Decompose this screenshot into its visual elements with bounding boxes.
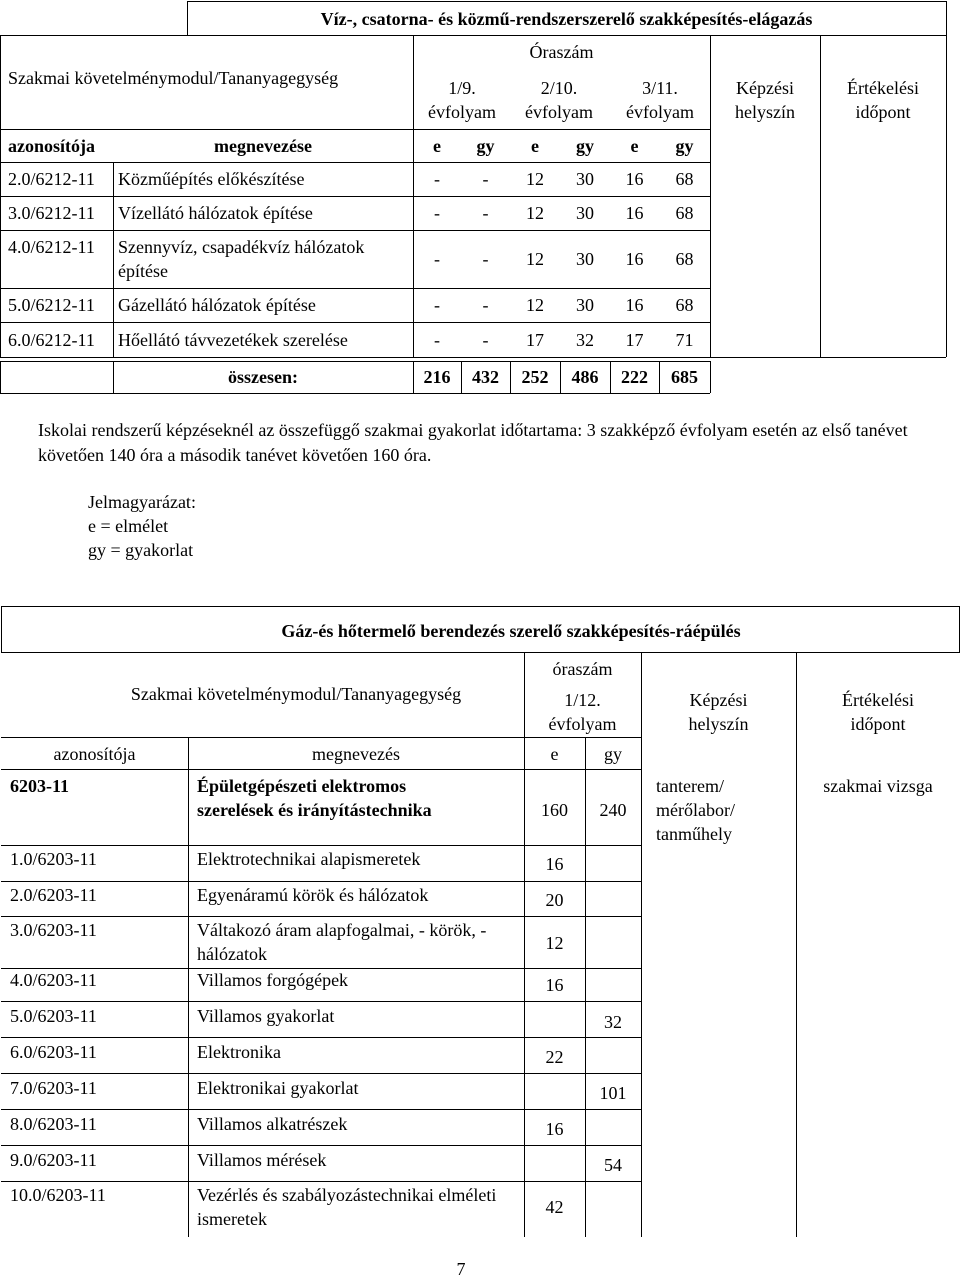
row-e: 12 [545, 933, 564, 953]
cell-value: - [482, 249, 489, 269]
row-e: 16 [545, 854, 564, 874]
row-name: Vezérlés és szabályozástechnikai elméleti ismeretek [197, 1185, 497, 1229]
cell-value: 17 [625, 330, 644, 350]
module-id: 6203-11 [10, 776, 70, 796]
cell-value: 30 [576, 295, 594, 315]
sub-gy-3: gy [675, 136, 694, 156]
sub-gy-1: gy [476, 136, 495, 156]
year-3-label: 3/11. [642, 78, 678, 98]
total-value: 486 [571, 367, 599, 387]
row-e: 20 [545, 890, 564, 910]
row-e: 42 [545, 1197, 564, 1217]
row-name: Vízellátó hálózatok építése [118, 203, 313, 223]
table-2-title: Gáz-és hőtermelő berendezés szerelő szakképesítés-ráépülés [281, 621, 741, 641]
module-place-line-3: tanműhely [656, 824, 732, 844]
module-eval: szakmai vizsga [823, 776, 933, 796]
row-e: 16 [545, 975, 564, 995]
cell-value: 68 [675, 249, 694, 269]
cell-value: - [434, 295, 440, 315]
row-name: Hőellátó távvezetékek szerelése [118, 330, 348, 350]
cell-value: 68 [675, 169, 694, 189]
row-name: Elektrotechnikai alapismeretek [197, 849, 421, 869]
row-name: Közműépítés előkészítése [118, 169, 305, 189]
row-id: 10.0/6203-11 [10, 1185, 106, 1205]
table-2-col-id: azonosítója [53, 744, 136, 764]
cell-value: 30 [576, 203, 594, 223]
row-id: 2.0/6203-11 [10, 885, 97, 905]
module-name-line-2: szerelések és irányítástechnika [197, 800, 432, 820]
legend-gy: gy = gyakorlat [88, 540, 194, 560]
cell-value: 30 [576, 169, 594, 189]
cell-value: 32 [576, 330, 594, 350]
cell-value: 16 [625, 203, 644, 223]
sub-e-1: e [433, 136, 441, 156]
table-2-evfolyam: évfolyam [548, 714, 617, 734]
table-1-oraszam: Óraszám [529, 42, 594, 62]
cell-value: 16 [625, 249, 644, 269]
cell-value: 12 [526, 249, 544, 269]
row-gy: 54 [604, 1155, 622, 1175]
row-id: 2.0/6212-11 [8, 169, 95, 189]
table-2-idopont: időpont [850, 714, 906, 734]
module-name-line-1: Épületgépészeti elektromos [197, 776, 407, 796]
table-2-col-name: megnevezés [312, 744, 400, 764]
legend-e: e = elmélet [88, 516, 169, 536]
module-place-line-2: mérőlabor/ [656, 800, 735, 820]
table-2-oraszam: óraszám [552, 659, 613, 679]
col-id-header: azonosítója [8, 136, 95, 156]
cell-value: 71 [675, 330, 694, 350]
row-gy: 32 [604, 1012, 622, 1032]
row-id: 6.0/6212-11 [8, 330, 95, 350]
total-value: 222 [621, 367, 648, 387]
row-id: 9.0/6203-11 [10, 1150, 97, 1170]
cell-value: - [434, 249, 440, 269]
table-2-module-header: Szakmai követelménymodul/Tananyagegység [130, 684, 462, 704]
module-e: 160 [541, 800, 568, 820]
gyakorlat-paragraph: Iskolai rendszerű képzéseknél az összefüggő szakmai gyakorlat időtartama: 3 szakképző évfolyam esetén az első tanévet követően 140 óra a második tanévet követően 160 óra. [38, 420, 908, 465]
row-name: Elektronika [197, 1042, 281, 1062]
row-name: Egyenáramú körök és hálózatok [197, 885, 429, 905]
cell-value: - [482, 330, 489, 350]
row-id: 4.0/6212-11 [8, 237, 95, 257]
year-3-evfolyam: évfolyam [626, 102, 694, 122]
cell-value: 12 [526, 169, 544, 189]
module-gy: 240 [599, 800, 627, 820]
table-2-kepzesi: Képzési [689, 690, 748, 710]
helyszin-label: helyszín [735, 102, 795, 122]
cell-value: - [482, 169, 489, 189]
table-2-ertekelesi: Értékelési [842, 690, 914, 710]
cell-value: 68 [675, 203, 694, 223]
cell-value: - [434, 203, 440, 223]
sub-e-2: e [531, 136, 539, 156]
cell-value: 12 [526, 295, 544, 315]
total-label: összesen: [228, 367, 298, 387]
year-2-label: 2/10. [540, 78, 578, 98]
row-name: Villamos gyakorlat [197, 1006, 335, 1026]
ertekelesi-label: Értékelési [847, 78, 919, 98]
row-name: Villamos mérések [197, 1150, 327, 1170]
row-name: Villamos alkatrészek [197, 1114, 348, 1134]
page-number: 7 [456, 1259, 466, 1279]
cell-value: 68 [675, 295, 694, 315]
row-id: 3.0/6203-11 [10, 920, 97, 940]
cell-value: - [434, 169, 440, 189]
module-place-line-1: tanterem/ [656, 776, 724, 796]
table-2-helyszin: helyszín [688, 714, 749, 734]
row-id: 5.0/6203-11 [10, 1006, 97, 1026]
total-value: 252 [521, 367, 549, 387]
year-2-evfolyam: évfolyam [525, 102, 593, 122]
legend-title: Jelmagyarázat: [88, 492, 196, 512]
cell-value: 16 [625, 295, 644, 315]
total-value: 216 [423, 367, 451, 387]
cell-value: 17 [526, 330, 544, 350]
row-id: 8.0/6203-11 [10, 1114, 97, 1134]
row-name: Elektronikai gyakorlat [197, 1078, 359, 1098]
row-id: 5.0/6212-11 [8, 295, 95, 315]
row-id: 7.0/6203-11 [10, 1078, 97, 1098]
year-1-evfolyam: évfolyam [428, 102, 496, 122]
cell-value: - [482, 295, 489, 315]
sub-gy-2: gy [576, 136, 594, 156]
row-name: Villamos forgógépek [197, 970, 349, 990]
cell-value: - [482, 203, 489, 223]
total-value: 685 [671, 367, 698, 387]
col-name-header: megnevezése [214, 136, 312, 156]
row-name: Gázellátó hálózatok építése [118, 295, 316, 315]
total-value: 432 [472, 367, 499, 387]
cell-value: 16 [625, 169, 644, 189]
cell-value: - [434, 330, 440, 350]
row-gy: 101 [599, 1083, 627, 1103]
idopont-label: időpont [855, 102, 911, 122]
table-1-title: Víz-, csatorna- és közmű-rendszerszerelő szakképesítés-elágazás [320, 9, 813, 29]
row-e: 16 [545, 1119, 564, 1139]
row-e: 22 [545, 1047, 564, 1067]
row-id: 1.0/6203-11 [10, 849, 97, 869]
year-1-label: 1/9. [448, 78, 476, 98]
table-1-module-header: Szakmai követelménymodul/Tananyagegység [8, 68, 339, 88]
row-id: 3.0/6212-11 [8, 203, 95, 223]
cell-value: 30 [576, 249, 594, 269]
table-2-year: 1/12. [564, 690, 601, 710]
cell-value: 12 [526, 203, 544, 223]
kepzesi-label: Képzési [736, 78, 794, 98]
row-id: 4.0/6203-11 [10, 970, 97, 990]
row-name: Szennyvíz, csapadékvíz hálózatok építése [118, 237, 365, 281]
row-name: Váltakozó áram alapfogalmai, - körök, -hálózatok [197, 920, 487, 964]
table-2-sub-e: e [550, 744, 559, 764]
row-id: 6.0/6203-11 [10, 1042, 97, 1062]
table-2-sub-gy: gy [604, 744, 622, 764]
sub-e-3: e [630, 136, 639, 156]
